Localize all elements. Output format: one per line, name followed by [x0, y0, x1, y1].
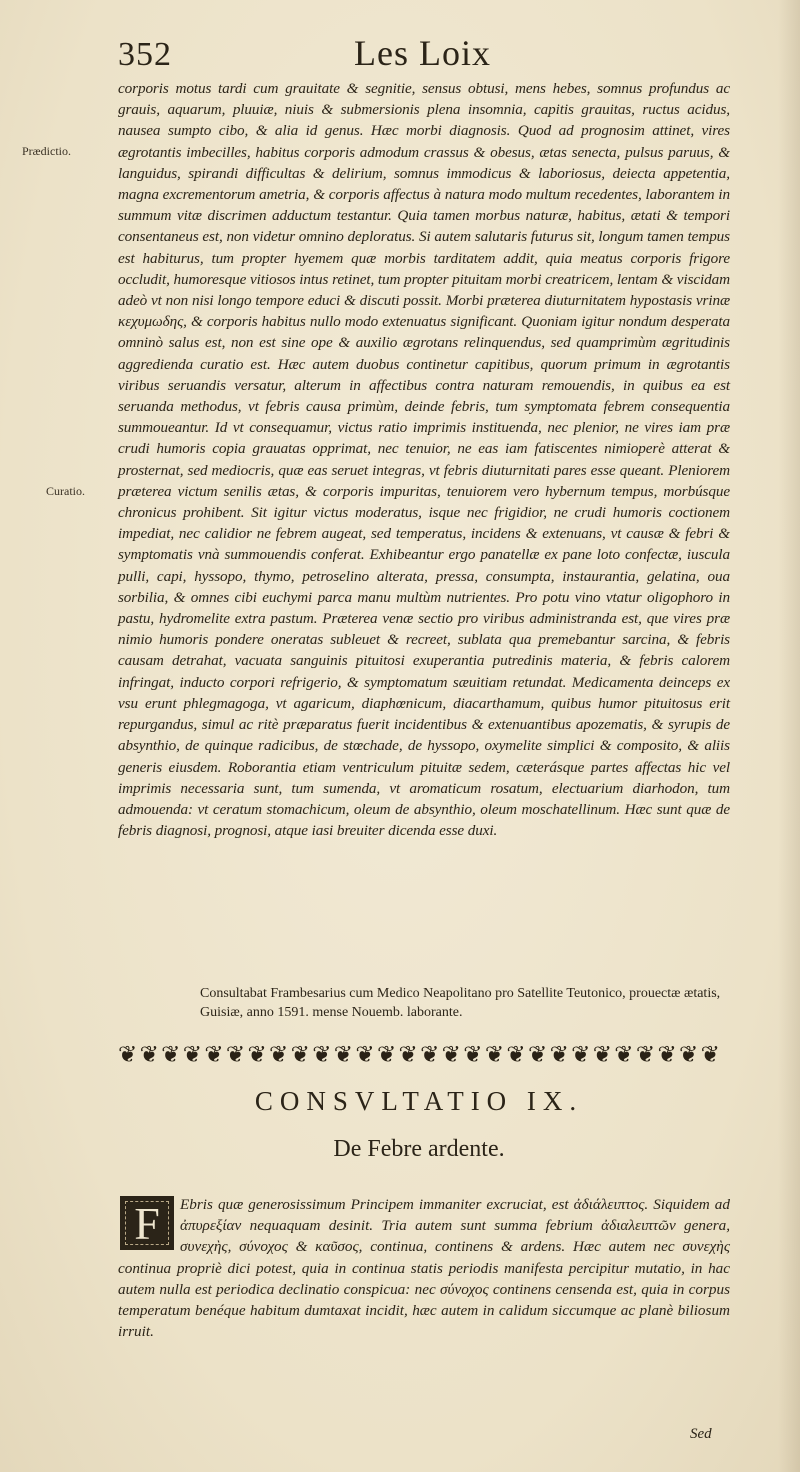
page-number: 352 [118, 36, 172, 73]
section-title: De Febre ardente. [333, 1136, 505, 1162]
decorated-initial: F [120, 1196, 174, 1250]
page-edge-shadow [778, 0, 800, 1472]
catchword: Sed [690, 1426, 712, 1442]
margin-note-curatio: Curatio. [46, 484, 85, 498]
margin-note-praedictio: Prædictio. [22, 144, 72, 158]
running-title: Les Loix [354, 33, 491, 73]
colophon: Consultabat Frambesarius cum Medico Neapolitano pro Satellite Teutonico, prouectæ ætatis, Guisiæ, anno 1591. mense Nouemb. laborante. [200, 986, 721, 1020]
page-header [118, 30, 718, 80]
ornament-divider: ❦ ❦ ❦ ❦ ❦ ❦ ❦ ❦ ❦ ❦ ❦ ❦ ❦ ❦ ❦ ❦ ❦ ❦ ❦ ❦ ❦ ❦ ❦ ❦ ❦ ❦ ❦ ❦ [118, 1042, 720, 1068]
second-paragraph: Ebris quæ generosissimum Principem immaniter excruciat, est ἀδιάλειπτος. Siquidem ad ἀπυρεξίαν nequaquam desinit. Tria autem sunt summa febrium ἀδιαλειπτῶν genera, συνεχὴς, σύνοχος & καῦσος, continua, continens & ardens. Hæc autem nec συνεχὴς continua propriè dici potest, quia in continua statis periodis manifesta percipitur mutatio, in hac autem nulla est periodica declinatio conspicua: nec σύνοχος continens censenda est, quia in corpus temperatum benéque habitum dumtaxat incidit, hæc autem in calidum siccumque ac planè biliosum irruit. [118, 1196, 730, 1341]
body-paragraph: corporis motus tardi cum grauitate & segnitie, sensus obtusi, mens hebes, somnus profundus ac grauis, aquarum, pluuiæ, niuis & submersionis plena insomnia, capitis grauitas, ructus acidus, nausea sumpto cibo, & alia id genus. Hæc morbi diagnosis. Quod ad prognosim attinet, vires ægrotantis imbecilles, habitus corporis admodum crassus & obesus, ætas senecta, pulsus paruus, & languidus, spirandi difficultas & delirium, somnus immodicus & laboriosus, deiecta appetentia, magna excrementorum ametria, & corporis affectus à natura modo multum recedentes, laborantem in summum vitæ discrimen adductum testantur. Quia tamen morbus naturæ, habitus, ætati & tempori consentaneus est, non videtur omnino deploratus. Si autem salutaris futurus sit, longum tamen tempus est habiturus, tum propter hyemem quæ morbis tarditatem addit, quia meatus corporis frigore occludit, humoresque vitiosos intus retinet, tum propter pituitam morbi creatricem, lentam & viscidam adeò vt non nisi longo tempore educi & discuti possit. Morbi præterea diuturnitatem hypostasis vrinæ κεχυμωδης, & corporis habitus nullo modo extenuatus significant. Quoniam igitur nondum desperata omninò salus est, non est sine ope & auxilio ægrotans relinquendus, sed quamprimùm ægritudinis aggredienda curatio est. Hæc autem duobus continetur capitibus, quorum primum in ægrotantis viribus seruandis versatur, alterum in affectibus contra naturam remouendis, in quibus ea est seruanda methodus, vt febris causa primùm, deinde febris, tum symptomata febrem consequentia summoueantur. Id vt consequamur, victus ratio imprimis instituenda, nec plenior, ne vires iam præ crudi humoris copia grauatas opprimat, nec tenuior, ne eas iam fatiscentes nimioperè atterat & prosternat, sed mediocris, quæ eas seruet integras, vt febris diuturnitati pares esse queant. Pleniorem præterea victum senilis ætas, & corporis impuritas, tenuiorem vero hybernum tempus, morbúsque chronicus prohibent. Sit igitur victus moderatus, isque nec frigidior, ne crudi humoris coctionem impediat, nec calidior ne febrem augeat, sed temperatus, incidens & extenuans, vt causæ & febri & symptomatis vnà summouendis conferat. Exhibeantur ergo panatellæ ex pane loto confectæ, iuscula pulli, capi, hyssopo, thymo, petroselino alterata, pressa, consumpta, instaurantia, gelatina, oua sorbilia, & omnes cibi euchymi parca manu multùm nutrientes. Pro potu vino vtatur oligophoro in pastu, hydromelite extra pastum. Præterea venæ sectio pro viribus administranda est, que vires præ nimio humoris pondere oneratas subleuet & recreet, sublata qua premebantur sarcina, & febris causam detrahat, vacuata sanguinis pituitosi exuperantia putredinis materia, & febris calorem infringat, inducto corpori refrigerio, & symptomatum sæuitiam retundat. Medicamenta deinceps ex vsu erunt phlegmagoga, vt agaricum, diaphœnicum, diacarthamum, quibus humor pituitosus erit repurgandus, simul ac ritè præparatus fuerit incidentibus & extenuantibus apozematis, & syrupis de absynthio, de quinque radicibus, de stœchade, de hyssopo, oxymelite simplici & composito, & aliis generis eiusdem. Roborantia etiam ventriculum pituitæ sedem, cæterásque partes affectas hic vel imprimis necessaria sunt, tum sumenda, vt aromaticum rosatum, electuarium diarhodon, tum admouenda: vt ceratum stomachicum, oleum de absynthio, oleum moschatellinum. Hæc sunt quæ de febris diagnosi, prognosi, atque iasi breuiter dicenda esse duxi. [118, 80, 730, 840]
body-text [118, 78, 730, 841]
consultation-title: CONSVLTATIO IX. [254, 1086, 584, 1116]
second-section-text [118, 1194, 730, 1342]
